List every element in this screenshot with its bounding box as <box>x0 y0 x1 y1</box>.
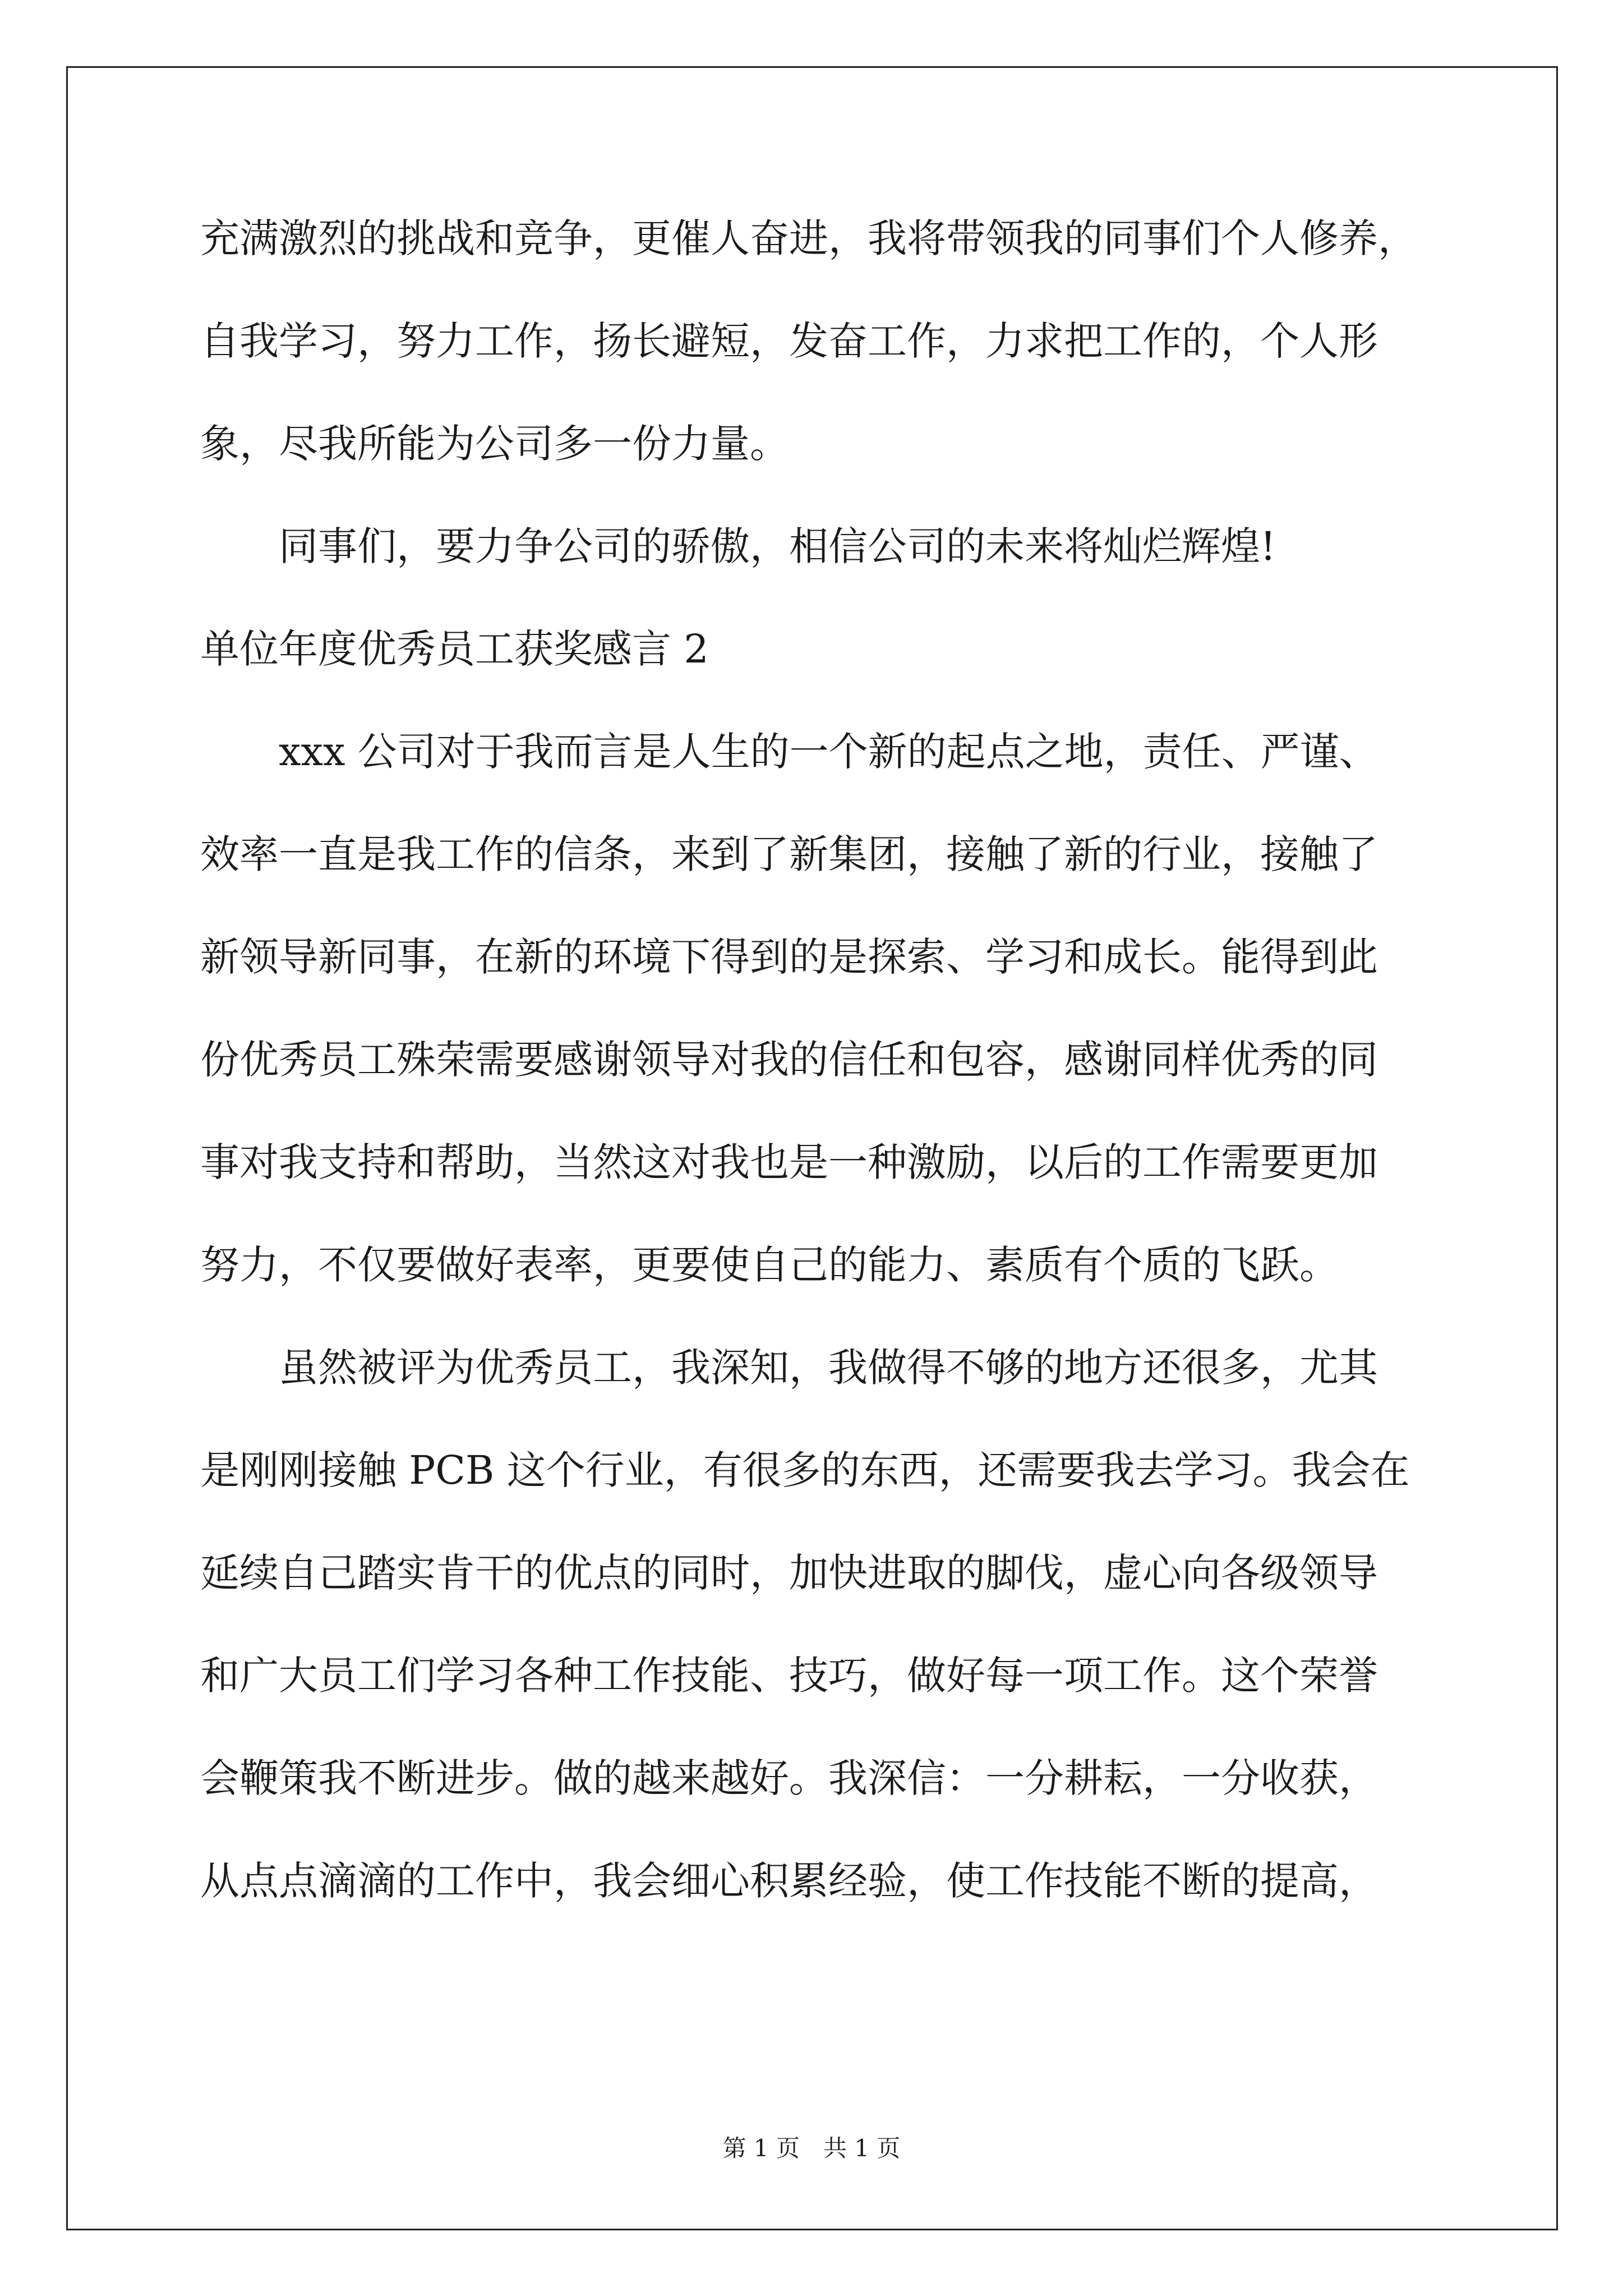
text-line: 会鞭策我不断进步。做的越来越好。我深信：一分耕耘，一分收获， <box>200 1755 1378 1801</box>
text-line: 效率一直是我工作的信条，来到了新集团，接触了新的行业，接触了 <box>200 831 1378 877</box>
text-line: 从点点滴滴的工作中，我会细心积累经验，使工作技能不断的提高， <box>200 1858 1378 1904</box>
text-line: 和广大员工们学习各种工作技能、技巧，做好每一项工作。这个荣誉 <box>200 1653 1378 1699</box>
text-line: 象，尽我所能为公司多一份力量。 <box>200 421 789 467</box>
text-line: 延续自己踏实肯干的优点的同时，加快进取的脚伐，虚心向各级领导 <box>200 1550 1378 1596</box>
text-line: 新领导新同事，在新的环境下得到的是探索、学习和成长。能得到此 <box>200 934 1378 980</box>
text-line: xxx 公司对于我而言是人生的一个新的起点之地，责任、严谨、 <box>279 729 1378 775</box>
text-line: 努力，不仅要做好表率，更要使自己的能力、素质有个质的飞跃。 <box>200 1242 1339 1288</box>
text-line: 同事们，要力争公司的骄傲，相信公司的未来将灿烂辉煌! <box>279 523 1276 569</box>
section-heading: 单位年度优秀员工获奖感言 2 <box>200 626 709 672</box>
text-line: 份优秀员工殊荣需要感谢领导对我的信任和包容，感谢同样优秀的同 <box>200 1037 1378 1083</box>
page-number: 第 1 页 共 1 页 <box>722 2134 901 2162</box>
text-line: 是刚刚接触 PCB 这个行业，有很多的东西，还需要我去学习。我会在 <box>200 1447 1410 1493</box>
text-line: 充满激烈的挑战和竞争，更催人奋进，我将带领我的同事们个人修养， <box>200 215 1417 261</box>
text-line: 自我学习，努力工作，扬长避短，发奋工作，力求把工作的，个人形 <box>200 318 1378 364</box>
text-line: 虽然被评为优秀员工，我深知，我做得不够的地方还很多，尤其 <box>279 1345 1378 1391</box>
text-line: 事对我支持和帮助，当然这对我也是一种激励，以后的工作需要更加 <box>200 1139 1378 1185</box>
